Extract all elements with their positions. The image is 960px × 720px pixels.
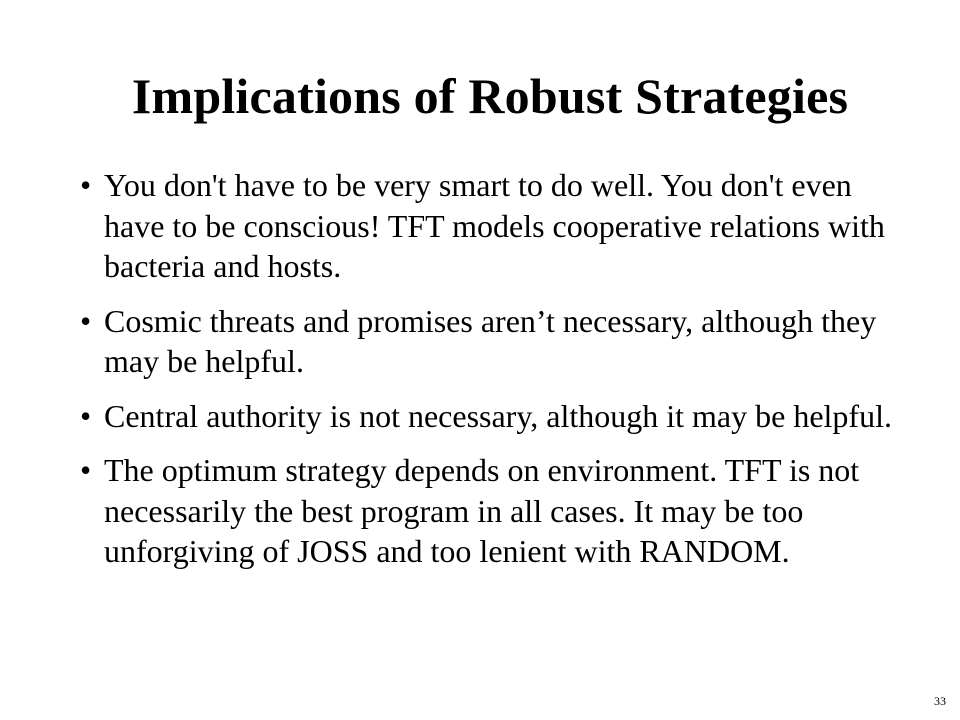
bullet-point-icon: • (80, 452, 92, 488)
bullet-point-icon: • (80, 302, 92, 339)
bullet-text: The optimum strategy depends on environment. TFT is not necessarily the best program in all cases. It may be too unforgiving of JOSS and too lenient with RANDOM. (104, 452, 860, 569)
bullet-point-icon: • (80, 397, 92, 434)
page-number: 33 (934, 694, 946, 708)
bullet-text: Central authority is not necessary, although it may be helpful. (104, 397, 892, 434)
bullet-item (70, 396, 900, 437)
bullet-point-icon: • (80, 167, 92, 203)
bullet-item (70, 301, 900, 382)
bullet-text: You don't have to be very smart to do well. You don't even have to be conscious! TFT models cooperative relations with bacteria and hosts. (104, 167, 885, 284)
bullet-item (70, 165, 900, 287)
slide-title: Implications of Robust Strategies (131, 68, 849, 124)
bullet-list (70, 165, 900, 586)
bullet-text: Cosmic threats and promises aren’t necessary, although they may be helpful. (104, 302, 877, 379)
bullet-item (70, 450, 900, 572)
